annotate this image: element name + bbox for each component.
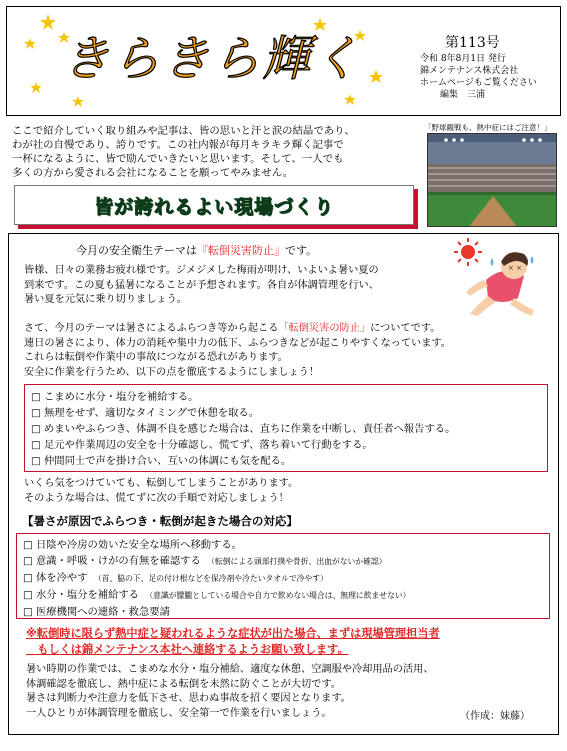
star-icon <box>344 94 356 105</box>
checklist-item[interactable]: □ 無理をせず、適切なタイミングで休憩を取る。 <box>31 407 259 419</box>
dizzy-person-icon <box>466 252 534 316</box>
issue-number: 第113号 <box>445 35 500 51</box>
publish-date: 令和 8年8月1日 発行 <box>420 54 506 64</box>
procedure-item[interactable]: □ 意識・呼吸・けがの有無を確認する （転倒による頭部打撲や骨折、出血がないか確認） <box>23 555 387 567</box>
stadium-photo <box>427 133 557 227</box>
procedure-title: 【暑さが原因でふらつき・転倒が起きた場合の対応】 <box>22 514 298 528</box>
closing-paragraph: 暑い時期の作業では、こまめな水分・塩分補給、適度な休憩、空調服や冷却用品の活用、 体調確認を徹底し、熱中症による転倒を未然に防ぐことが大切です。 暑さは判断力や注意力を低下させ、思わぬ事故を招く要因となります。 一人ひとりが体調管理を徹底し、安全第一で作業を行いましょう。 <box>26 664 434 719</box>
topic-highlight: 「転倒災害の防止」 <box>278 323 371 334</box>
newsletter-title: きらきら輝く <box>62 31 363 87</box>
sun-icon <box>454 238 482 266</box>
star-icon <box>369 70 383 83</box>
procedure-item[interactable]: □ 医療機関への連絡・救急要請 <box>23 606 170 618</box>
procedure-item[interactable]: □ 水分・塩分を補給する （意識が朦朧としている場合や自力で飲めない場合は、無理に飲ませない） <box>23 589 411 601</box>
theme-line: 今月の安全衛生テーマは『転倒災害防止』です。 <box>76 244 318 257</box>
photo-caption: 「野球観戦も、熱中症にはご注意！」 <box>424 123 552 132</box>
editor-name: 編集 三浦 <box>440 90 486 100</box>
homepage-note[interactable]: ホームページもご覧ください <box>420 78 537 88</box>
greeting-paragraph: 皆様、日々の業務お疲れ様です。ジメジメした梅雨が明け、いよいよ暑い夏の 到来です。この夏も猛暑になることが予想されます。各自が体調管理を行い、 暑い夏を元気に乗り切りましょう。 <box>24 265 379 306</box>
checklist-item[interactable]: □ 足元や作業周辺の安全を十分確認し、慌てず、落ち着いて行動をする。 <box>31 439 373 451</box>
caution-paragraph: いくら気をつけていても、転倒してしまうことがあります。 そのような場合は、慌てずに次の手順で対応しましょう！ <box>24 478 299 504</box>
star-icon <box>72 96 84 107</box>
emergency-warning: ※転倒時に限らず熱中症と疑われるような症状が出た場合、まずは現場管理担当者 もしくは錦メンテナンス本社へ連絡するようお願い致します。 <box>26 627 440 656</box>
headline-text: 皆が誇れるよい現場づくり <box>93 195 334 218</box>
checklist-item[interactable]: □ めまいやふらつき、体調不良を感じた場合は、直ちに作業を中断し、責任者へ報告する。 <box>31 423 456 435</box>
checklist-item[interactable]: □ 仲間同士で声を掛け合い、互いの体調にも気を配る。 <box>31 455 292 467</box>
svg-text:× ×: × × <box>508 264 522 272</box>
topic-paragraph: さて、今月のテーマは暑さによるふらつき等から起こる「転倒災害の防止」についてです。 連日の暑さにより、体力の消耗や集中力の低下、ふらつきなどが起こりやすくなっています。 これらは転倒や作業中の事故につながる恐れがあります。 安全に作業を行うため、以下の点を徹底するようにしましょう！ <box>24 323 451 378</box>
author-signature: （作成：妹藤） <box>460 711 530 722</box>
star-icon <box>30 82 42 93</box>
intro-paragraph: ここで紹介していく取り組みや記事は、皆の思いと汗と涙の結晶であり、 わが社の自慢であり、誇りです。この社内報が毎月キラキラ輝く記事で 一杯になるように、皆で励んでいきたいと思います。そして、一人でも 多くの方から愛される会社になることを願ってやみません。 <box>12 125 355 179</box>
star-icon <box>40 14 56 30</box>
checklist-item[interactable]: □ こまめに水分・塩分を補給する。 <box>31 391 199 403</box>
theme-topic: 『転倒災害防止』 <box>197 244 285 257</box>
star-icon <box>24 38 36 49</box>
headline-banner <box>14 185 414 225</box>
company-name: 錦メンテナンス株式会社 <box>420 66 519 76</box>
procedure-item[interactable]: □ 日陰や冷房の効いた安全な場所へ移動する。 <box>23 539 242 551</box>
procedure-item[interactable]: □ 体を冷やす （首、脇の下、足の付け根などを保冷剤や冷たいタオルで冷やす） <box>23 572 328 584</box>
heatstroke-illustration <box>448 236 548 318</box>
procedure-list <box>16 533 550 619</box>
safety-checklist <box>24 384 548 472</box>
